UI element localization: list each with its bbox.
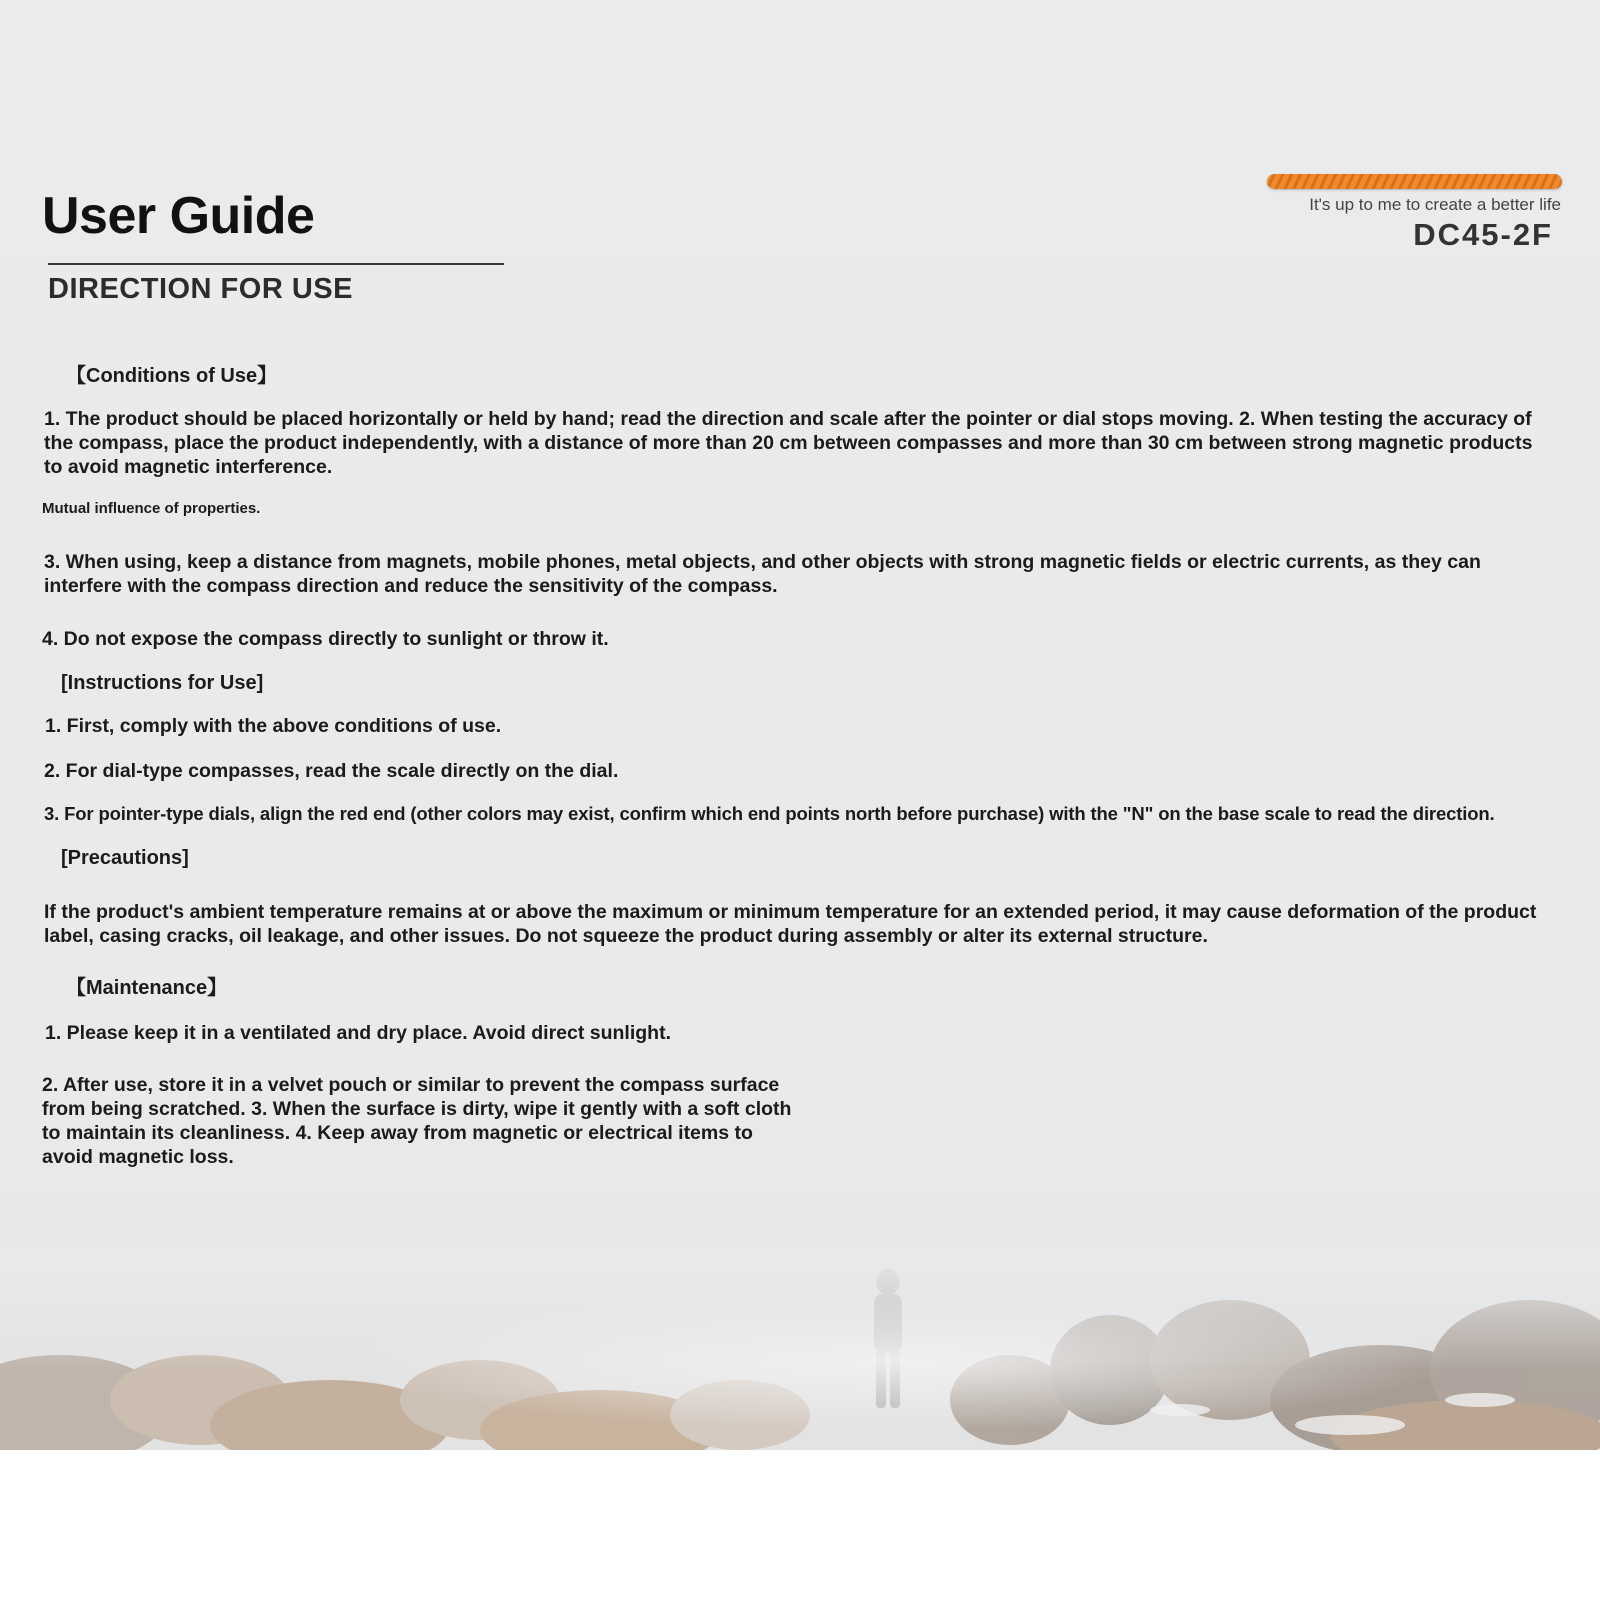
instructions-item-3: 3. For pointer-type dials, align the red end (other colors may exist, confirm which end points north before purchase) with the "N" on the base scale to read the direction. [44, 803, 1495, 824]
conditions-item-1-2: 1. The product should be placed horizontally or held by hand; read the direction and scale after the pointer or dial stops moving. 2. When testing the accuracy of the compass, place the product independently, with a distance of more than 20 cm between compasses and more than 30 cm between strong magnetic products to avoid magnetic interference. [44, 408, 1533, 478]
maintenance-item-2-4: 2. After use, store it in a velvet pouch or similar to prevent the compass surface from being scratched. 3. When the surface is dirty, wipe it gently with a soft cloth to maintain its cleanliness. 4. Keep away from magnetic or electrical items to avoid magnetic loss. [42, 1074, 792, 1168]
model-number: DC45-2F [1413, 217, 1553, 252]
conditions-heading: 【Conditions of Use】 [66, 365, 278, 387]
page-title: User Guide [42, 187, 315, 245]
brand-tagline: It's up to me to create a better life [1309, 195, 1561, 214]
brand-accent-bar [1267, 174, 1562, 189]
precautions-heading: [Precautions] [61, 847, 189, 869]
instructions-item-1: 1. First, comply with the above conditions of use. [45, 715, 502, 737]
foggy-rocks-hiker-image [0, 1250, 1600, 1450]
instructions-heading: [Instructions for Use] [61, 672, 264, 694]
maintenance-item-1: 1. Please keep it in a ventilated and dry place. Avoid direct sunlight. [45, 1022, 671, 1044]
conditions-note: Mutual influence of properties. [42, 500, 261, 517]
conditions-item-4: 4. Do not expose the compass directly to sunlight or throw it. [42, 628, 609, 650]
precautions-text: If the product's ambient temperature remains at or above the maximum or minimum temperature for an extended period, it may cause deformation of the product label, casing cracks, oil leakage, and other issues. Do not squeeze the product during assembly or alter its external structure. [44, 901, 1537, 947]
conditions-item-3: 3. When using, keep a distance from magnets, mobile phones, metal objects, and other objects with strong magnetic fields or electric currents, as they can interfere with the compass direction and reduce the sensitivity of the compass. [44, 551, 1481, 597]
page-subtitle: DIRECTION FOR USE [48, 273, 353, 305]
instructions-item-2: 2. For dial-type compasses, read the scale directly on the dial. [44, 760, 619, 782]
maintenance-heading: 【Maintenance】 [66, 977, 228, 999]
title-divider [48, 263, 504, 265]
